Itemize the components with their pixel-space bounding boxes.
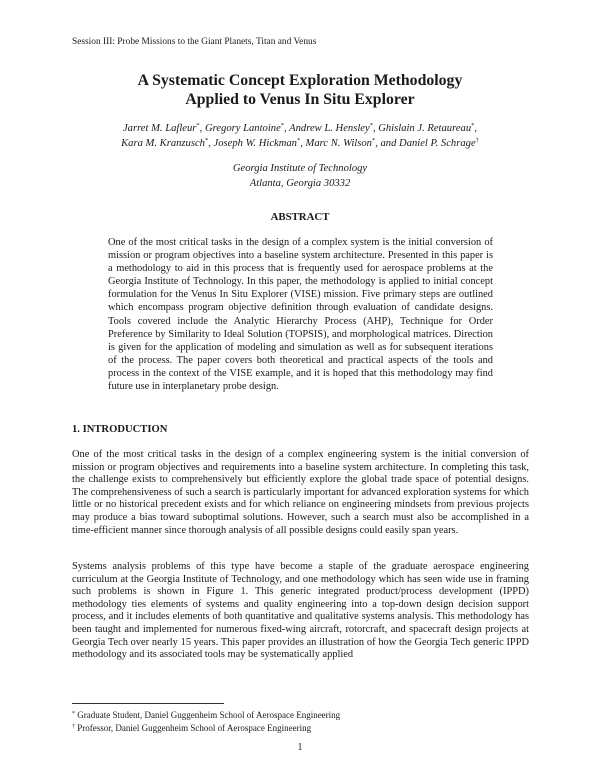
footnote-mark: *: [204, 136, 209, 144]
author-name: Daniel P. Schrage: [399, 137, 476, 149]
author-line: [0, 122, 600, 137]
running-head: Session III: Probe Missions to the Giant Planets, Titan and Venus: [72, 37, 317, 47]
footnote-mark: *: [369, 122, 373, 129]
author-name: Joseph W. Hickman: [213, 137, 297, 149]
footnote-rule: [72, 703, 224, 704]
footnote-mark: *: [72, 711, 75, 717]
author-name: Marc N. Wilson: [305, 137, 372, 149]
footnote-mark: *: [280, 122, 285, 129]
footnote-mark: *: [471, 122, 475, 129]
author-separator: ,: [284, 123, 290, 134]
footnote-mark: *: [196, 122, 200, 129]
abstract-heading: ABSTRACT: [270, 211, 330, 223]
footnote-mark: *: [371, 136, 376, 144]
author-separator: ,: [372, 123, 379, 134]
intro-paragraph: One of the most critical tasks in the design of a complex engineering system is the initial conversion of mission or program objectives and requirements into a baseline system architecture. In completing this task, the challenge exists to comprehensively but efficiently explore the global trade space of potential designs. The comprehensiveness of such a search is particularly important for advanced exploration systems for which little or no historical precedent exists and for which reliance on engineering mindsets from previous projects may produce a bias toward suboptimal solutions. However, such a search must also be accomplished in a time-efficient manner since thorough analysis of all possible designs could easily span years.: [72, 449, 529, 536]
footnote-text: Professor, Daniel Guggenheim School of Aerospace Engineering: [75, 723, 312, 733]
author-name: Jarret M. Lafleur: [122, 123, 197, 134]
abstract-body: One of the most critical tasks in the design of a complex system is the initial conversion of mission or program objectives into a baseline system architecture. Presented in this paper is a methodology to aid in this process that is frequently used for aerospace problems at the Georgia Institute of Technology. In this paper, the methodology is applied to initial concept formulation for the Venus In Situ Explorer (VISE) mission. Five primary steps are outlined which encompass program objective definition through evaluation of candidate designs. Tools covered include the Analytic Hierarchy Process (AHP), Technique for Order Preference by Similarity to Ideal Solution (TOPSIS), and morphological matrices. Direction is given for the application of modeling and simulation as well as for subsequent iterations of the process. The paper covers both theoretical and practical aspects of the tools and process in the context of the VISE example, and it is hoped that this methodology may find future use in interplanetary probe design.: [108, 237, 493, 393]
intro-paragraph: Systems analysis problems of this type have become a staple of the graduate aerospace engineering curriculum at the Georgia Institute of Technology, and one methodology which has seen wide use in framing such problems is shown in Figure 1. This generic integrated product/process development (IPPD) methodology ties elements of systems and quality engineering into a top-down design decision support process, and it includes elements of both quantitative and qualitative systems analysis. This methodology has been taught and implemented for numerous fixed-wing aircraft, rotorcraft, and spacecraft design projects at Georgia Tech over nearly 15 years. This paper provides an illustration of how the Georgia Tech generic IPPD methodology and its associated tools may be systematically applied: [72, 561, 529, 661]
paper-title: [0, 71, 600, 109]
title-line: A Systematic Concept Exploration Methodology: [137, 72, 463, 89]
author-line: [0, 137, 600, 152]
affiliation: [0, 162, 600, 191]
footnote-mark: †: [72, 724, 75, 730]
author-name: Ghislain J. Retaureau: [378, 123, 472, 134]
title-line: Applied to Venus In Situ Explorer: [185, 91, 415, 108]
author-name: Andrew L. Hensley: [289, 123, 370, 134]
author-name: Gregory Lantoine: [204, 123, 281, 134]
author-separator: ,: [300, 137, 306, 149]
footnote-mark: †: [475, 136, 479, 144]
affiliation-location: Atlanta, Georgia 30332: [249, 177, 351, 189]
footnote: [72, 710, 340, 720]
affiliation-institution: Georgia Institute of Technology: [232, 163, 368, 174]
footnote: [72, 723, 311, 733]
author-list: [0, 122, 600, 151]
author-separator: ,: [474, 123, 478, 134]
author-separator: ,: [208, 137, 214, 149]
author-separator: ,: [199, 123, 205, 134]
footnote-mark: *: [296, 136, 301, 144]
author-name: Kara M. Kranzusch: [121, 137, 205, 149]
footnote-text: Graduate Student, Daniel Guggenheim School of Aerospace Engineering: [75, 710, 341, 720]
page-number: 1: [297, 742, 303, 753]
section-heading-introduction: 1. INTRODUCTION: [72, 424, 168, 435]
author-separator: , and: [375, 137, 400, 149]
